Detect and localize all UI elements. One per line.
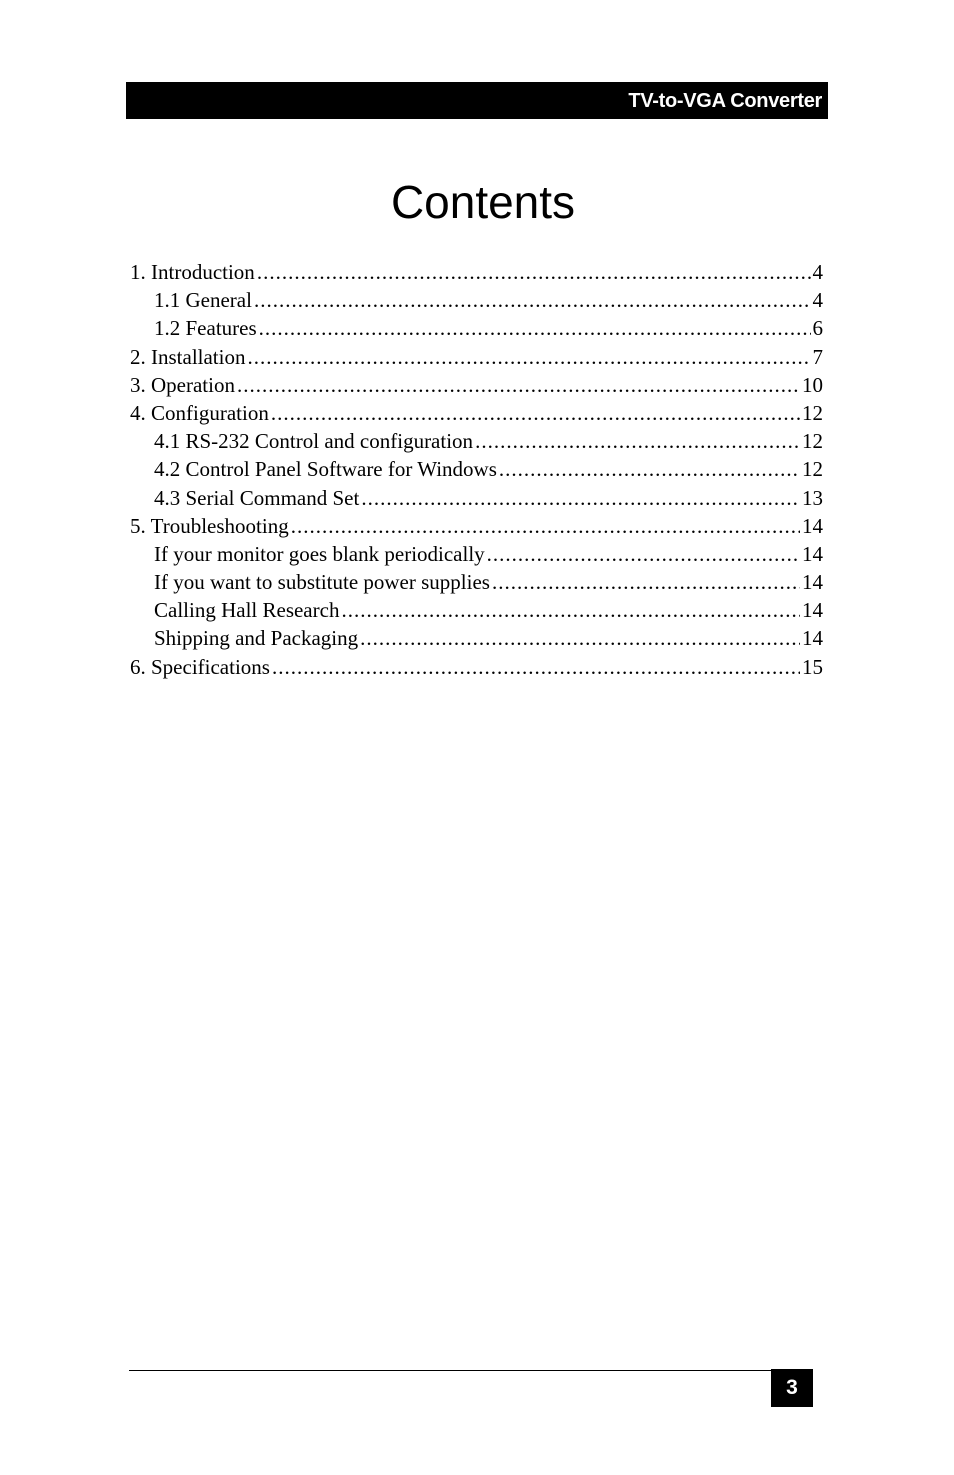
toc-entry[interactable] (130, 596, 823, 624)
toc-entry[interactable] (130, 512, 823, 540)
toc-entry-page: 12 (802, 400, 823, 425)
toc-dot-leader (341, 596, 800, 624)
toc-entry[interactable] (130, 258, 823, 286)
footer-rule (129, 1370, 771, 1371)
toc-entry-label: 1.2 Features (154, 316, 257, 341)
toc-entry-label: Shipping and Packaging (154, 626, 359, 651)
toc-entry[interactable] (130, 568, 823, 596)
running-header-title: TV-to-VGA Converter (628, 90, 822, 112)
toc-entry[interactable] (130, 427, 823, 455)
toc-entry-label: 1. Introduction (130, 260, 255, 284)
toc-dot-leader (492, 568, 800, 596)
toc-dot-leader (475, 427, 800, 455)
toc-dot-leader (247, 343, 810, 371)
toc-entry-page: 7 (812, 344, 823, 369)
toc-entry[interactable] (130, 371, 823, 399)
toc-entry-label: 1.1 General (154, 288, 252, 313)
toc-entry-label: 5. Troubleshooting (130, 513, 289, 538)
toc-entry-page: 14 (802, 513, 823, 538)
toc-entry[interactable] (130, 624, 823, 652)
toc-entry-label: 3. Operation (130, 372, 235, 397)
toc-entry-label: If your monitor goes blank periodically (154, 541, 485, 566)
toc-entry-page: 12 (802, 429, 823, 454)
toc-dot-leader (237, 371, 800, 399)
toc-entry-page: 14 (802, 626, 823, 651)
toc-entry[interactable] (130, 286, 823, 314)
toc-dot-leader (291, 512, 800, 540)
toc-dot-leader (271, 399, 800, 427)
toc-entry-page: 14 (802, 598, 823, 623)
toc-entry-label: 2. Installation (130, 344, 246, 369)
toc-entry-page: 4 (812, 260, 823, 284)
toc-entry-page: 4 (812, 288, 823, 313)
toc-dot-leader (487, 540, 800, 568)
toc-entry[interactable] (130, 540, 823, 568)
toc-entry-page: 13 (802, 485, 823, 510)
toc-entry-page: 10 (802, 372, 823, 397)
toc-entry-label: If you want to substitute power supplies (154, 570, 490, 595)
toc-dot-leader (499, 455, 800, 483)
toc-entry-label: 4.1 RS-232 Control and configuration (154, 429, 474, 454)
toc-entry-page: 14 (802, 541, 823, 566)
toc-dot-leader (257, 258, 811, 286)
running-header-bar (126, 82, 828, 119)
toc-entry-page: 12 (802, 457, 823, 482)
toc-entry-label: 4.2 Control Panel Software for Windows (154, 457, 497, 482)
toc-entry-page: 14 (802, 570, 823, 595)
toc-entry-page: 15 (802, 654, 823, 679)
toc-dot-leader (361, 484, 800, 512)
toc-entry-label: 4. Configuration (130, 400, 269, 425)
toc-entry[interactable] (130, 399, 823, 427)
page-title: Contents (390, 176, 576, 228)
toc-dot-leader (254, 286, 811, 314)
toc-dot-leader (272, 653, 800, 681)
table-of-contents (130, 258, 823, 681)
toc-entry-label: 4.3 Serial Command Set (154, 485, 360, 510)
toc-entry-label: 6. Specifications (130, 654, 270, 679)
toc-entry[interactable] (130, 314, 823, 342)
toc-entry[interactable] (130, 653, 823, 681)
toc-dot-leader (259, 314, 811, 342)
toc-dot-leader (360, 624, 800, 652)
toc-entry[interactable] (130, 343, 823, 371)
toc-entry[interactable] (130, 484, 823, 512)
page-number: 3 (771, 1369, 813, 1407)
toc-entry-page: 6 (812, 316, 823, 341)
toc-entry[interactable] (130, 455, 823, 483)
toc-entry-label: Calling Hall Research (154, 598, 340, 623)
